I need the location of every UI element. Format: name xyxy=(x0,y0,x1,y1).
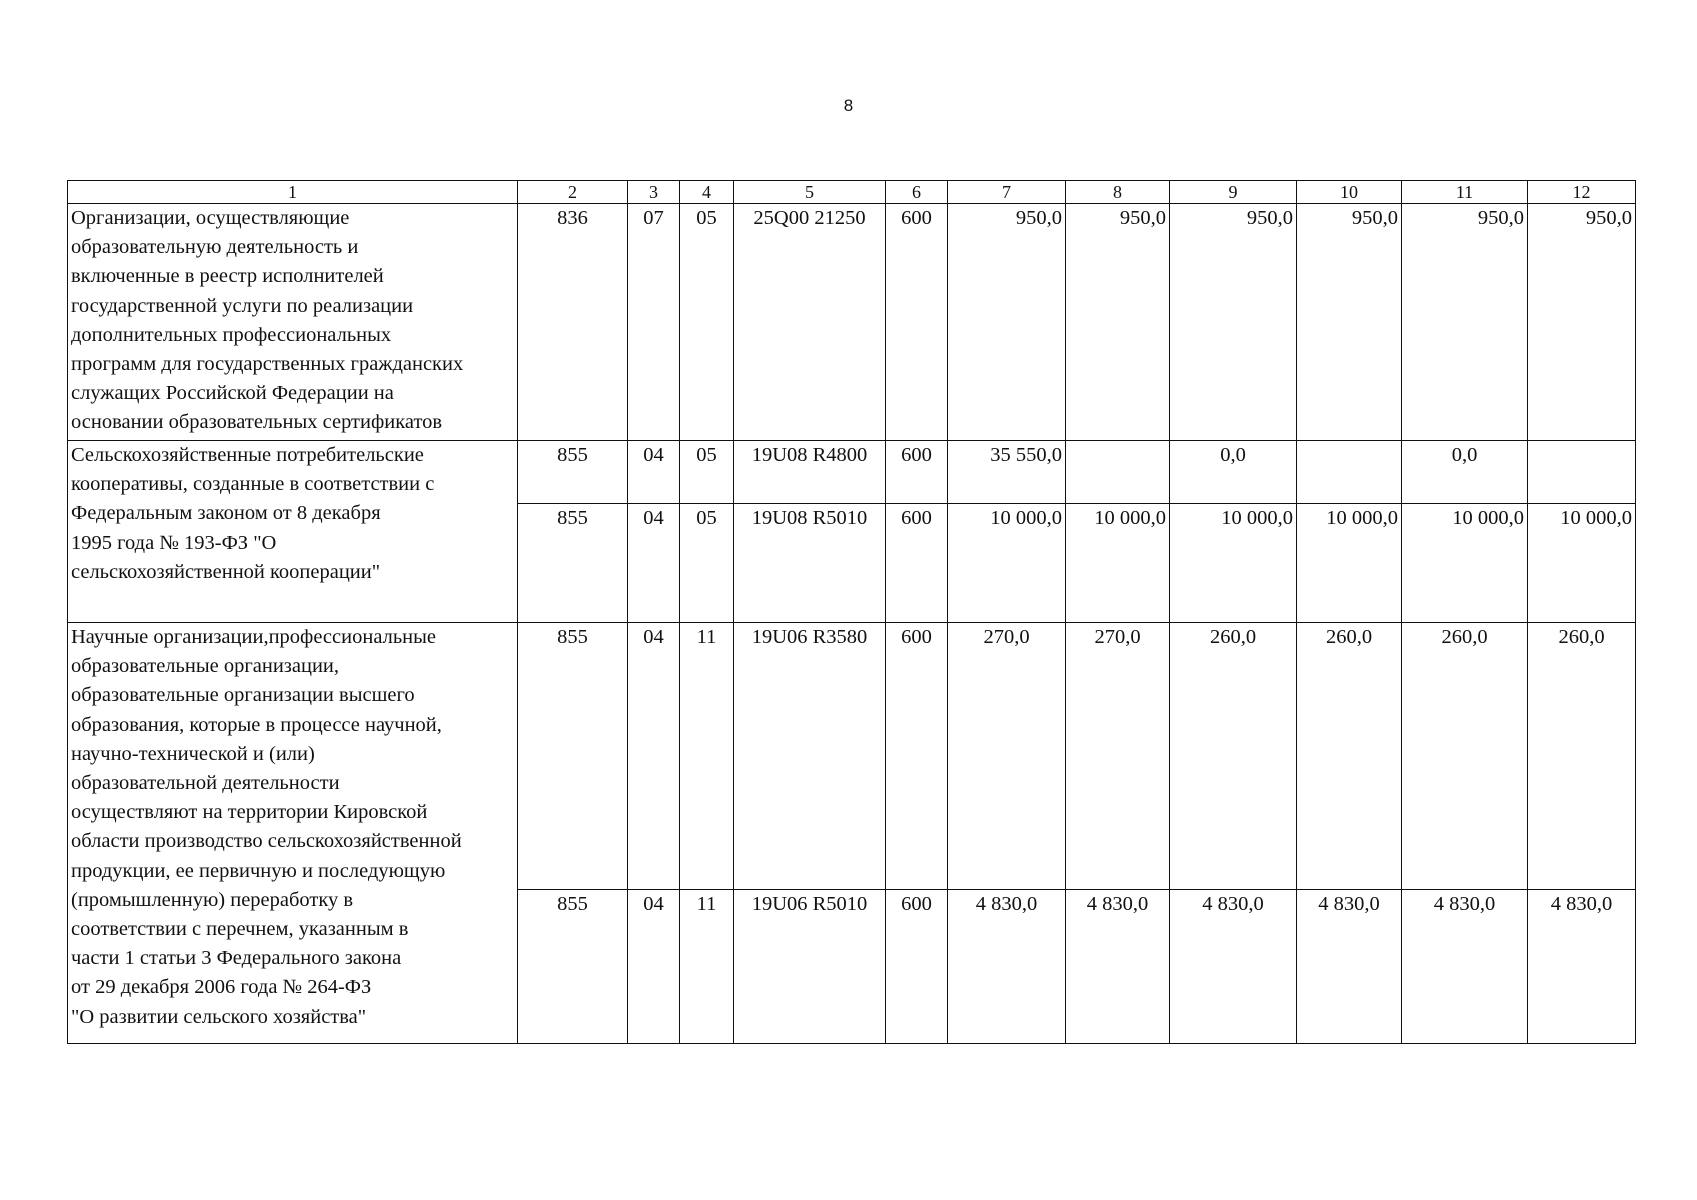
cell-col-7: 270,0 xyxy=(948,623,1066,890)
recipient-description xyxy=(68,441,518,623)
page-number: 8 xyxy=(843,96,854,115)
description-line: служащих Российской Федерации на xyxy=(71,382,394,405)
description-line: от 29 декабря 2006 года № 264-ФЗ xyxy=(71,976,372,999)
cell-col-12: 950,0 xyxy=(1528,204,1636,441)
cell-col-3: 04 xyxy=(628,623,680,890)
cell-col-3: 04 xyxy=(628,441,680,504)
column-header: 5 xyxy=(734,181,886,204)
description-line: программ для государственных гражданских xyxy=(71,353,464,376)
cell-col-11: 4 830,0 xyxy=(1402,890,1528,1044)
cell-col-4: 05 xyxy=(680,504,734,623)
column-header: 4 xyxy=(680,181,734,204)
cell-col-2: 855 xyxy=(518,623,628,890)
description-line: образовательные организации, xyxy=(71,655,340,678)
description-line: образования, которые в процессе научной, xyxy=(71,713,442,736)
cell-col-7: 4 830,0 xyxy=(948,890,1066,1044)
description-line: образовательные организации высшего xyxy=(71,684,415,707)
cell-col-6: 600 xyxy=(886,441,948,504)
cell-col-3: 04 xyxy=(628,504,680,623)
table-row xyxy=(68,204,1636,441)
description-line: кооперативы, созданные в соответствии с xyxy=(71,473,435,496)
column-header: 10 xyxy=(1297,181,1402,204)
description-line: 1995 года № 193-ФЗ "О xyxy=(71,531,277,554)
description-line: продукции, ее первичную и последующую xyxy=(71,859,446,882)
description-line: образовательной деятельности xyxy=(71,772,340,795)
cell-col-7: 35 550,0 xyxy=(948,441,1066,504)
description-line: сельскохозяйственной кооперации" xyxy=(71,560,381,583)
cell-col-6: 600 xyxy=(886,504,948,623)
cell-col-9: 260,0 xyxy=(1170,623,1297,890)
column-header: 11 xyxy=(1402,181,1528,204)
description-line: части 1 статьи 3 Федерального закона xyxy=(71,947,402,970)
cell-col-9: 4 830,0 xyxy=(1170,890,1297,1044)
cell-col-10: 10 000,0 xyxy=(1297,504,1402,623)
description-line: Организации, осуществляющие xyxy=(71,207,350,229)
cell-col-9: 0,0 xyxy=(1170,441,1297,504)
column-header: 2 xyxy=(518,181,628,204)
description-line: "О развитии сельского хозяйства" xyxy=(71,1005,367,1028)
cell-col-10: 260,0 xyxy=(1297,623,1402,890)
cell-col-10 xyxy=(1297,441,1402,504)
cell-col-11: 10 000,0 xyxy=(1402,504,1528,623)
description-line: научно-технической и (или) xyxy=(71,742,315,765)
cell-col-12 xyxy=(1528,441,1636,504)
cell-col-8: 10 000,0 xyxy=(1066,504,1170,623)
cell-col-4: 11 xyxy=(680,890,734,1044)
description-line: Научные организации,профессиональные xyxy=(71,626,437,648)
column-header: 12 xyxy=(1528,181,1636,204)
description-line: (промышленную) переработку в xyxy=(71,888,354,911)
cell-col-12: 10 000,0 xyxy=(1528,504,1636,623)
table-row xyxy=(68,441,1636,504)
cell-col-5: 19U06 R5010 xyxy=(734,890,886,1044)
cell-col-12: 4 830,0 xyxy=(1528,890,1636,1044)
cell-col-5: 25Q00 21250 xyxy=(734,204,886,441)
cell-col-3: 04 xyxy=(628,890,680,1044)
budget-table xyxy=(67,180,1636,1044)
cell-col-9: 10 000,0 xyxy=(1170,504,1297,623)
cell-col-2: 855 xyxy=(518,504,628,623)
recipient-description xyxy=(68,204,518,441)
cell-col-3: 07 xyxy=(628,204,680,441)
header-row xyxy=(68,181,1636,204)
cell-col-10: 950,0 xyxy=(1297,204,1402,441)
cell-col-7: 10 000,0 xyxy=(948,504,1066,623)
cell-col-6: 600 xyxy=(886,890,948,1044)
description-line: включенные в реестр исполнителей xyxy=(71,265,384,288)
description-line: Федеральным законом от 8 декабря xyxy=(71,502,381,525)
cell-col-12: 260,0 xyxy=(1528,623,1636,890)
cell-col-9: 950,0 xyxy=(1170,204,1297,441)
cell-col-8: 270,0 xyxy=(1066,623,1170,890)
description-line: осуществляют на территории Кировской xyxy=(71,801,428,824)
cell-col-4: 11 xyxy=(680,623,734,890)
table-row xyxy=(68,623,1636,890)
cell-col-10: 4 830,0 xyxy=(1297,890,1402,1044)
column-header: 8 xyxy=(1066,181,1170,204)
cell-col-8: 4 830,0 xyxy=(1066,890,1170,1044)
cell-col-4: 05 xyxy=(680,441,734,504)
cell-col-6: 600 xyxy=(886,623,948,890)
recipient-description xyxy=(68,623,518,1044)
description-line: соответствии с перечнем, указанным в xyxy=(71,918,409,941)
description-line: основании образовательных сертификатов xyxy=(71,411,443,434)
description-line: Сельскохозяйственные потребительские xyxy=(71,444,424,466)
column-header: 1 xyxy=(68,181,518,204)
cell-col-5: 19U06 R3580 xyxy=(734,623,886,890)
cell-col-8: 950,0 xyxy=(1066,204,1170,441)
cell-col-8 xyxy=(1066,441,1170,504)
cell-col-11: 950,0 xyxy=(1402,204,1528,441)
cell-col-2: 855 xyxy=(518,890,628,1044)
cell-col-11: 0,0 xyxy=(1402,441,1528,504)
cell-col-11: 260,0 xyxy=(1402,623,1528,890)
cell-col-5: 19U08 R4800 xyxy=(734,441,886,504)
column-header: 9 xyxy=(1170,181,1297,204)
cell-col-2: 836 xyxy=(518,204,628,441)
column-header: 7 xyxy=(948,181,1066,204)
cell-col-6: 600 xyxy=(886,204,948,441)
cell-col-7: 950,0 xyxy=(948,204,1066,441)
description-line: государственной услуги по реализации xyxy=(71,294,414,317)
cell-col-4: 05 xyxy=(680,204,734,441)
description-line: образовательную деятельность и xyxy=(71,236,359,259)
cell-col-5: 19U08 R5010 xyxy=(734,504,886,623)
column-header: 6 xyxy=(886,181,948,204)
description-line: области производство сельскохозяйственной xyxy=(71,830,462,853)
column-header: 3 xyxy=(628,181,680,204)
cell-col-2: 855 xyxy=(518,441,628,504)
description-line: дополнительных профессиональных xyxy=(71,323,392,346)
